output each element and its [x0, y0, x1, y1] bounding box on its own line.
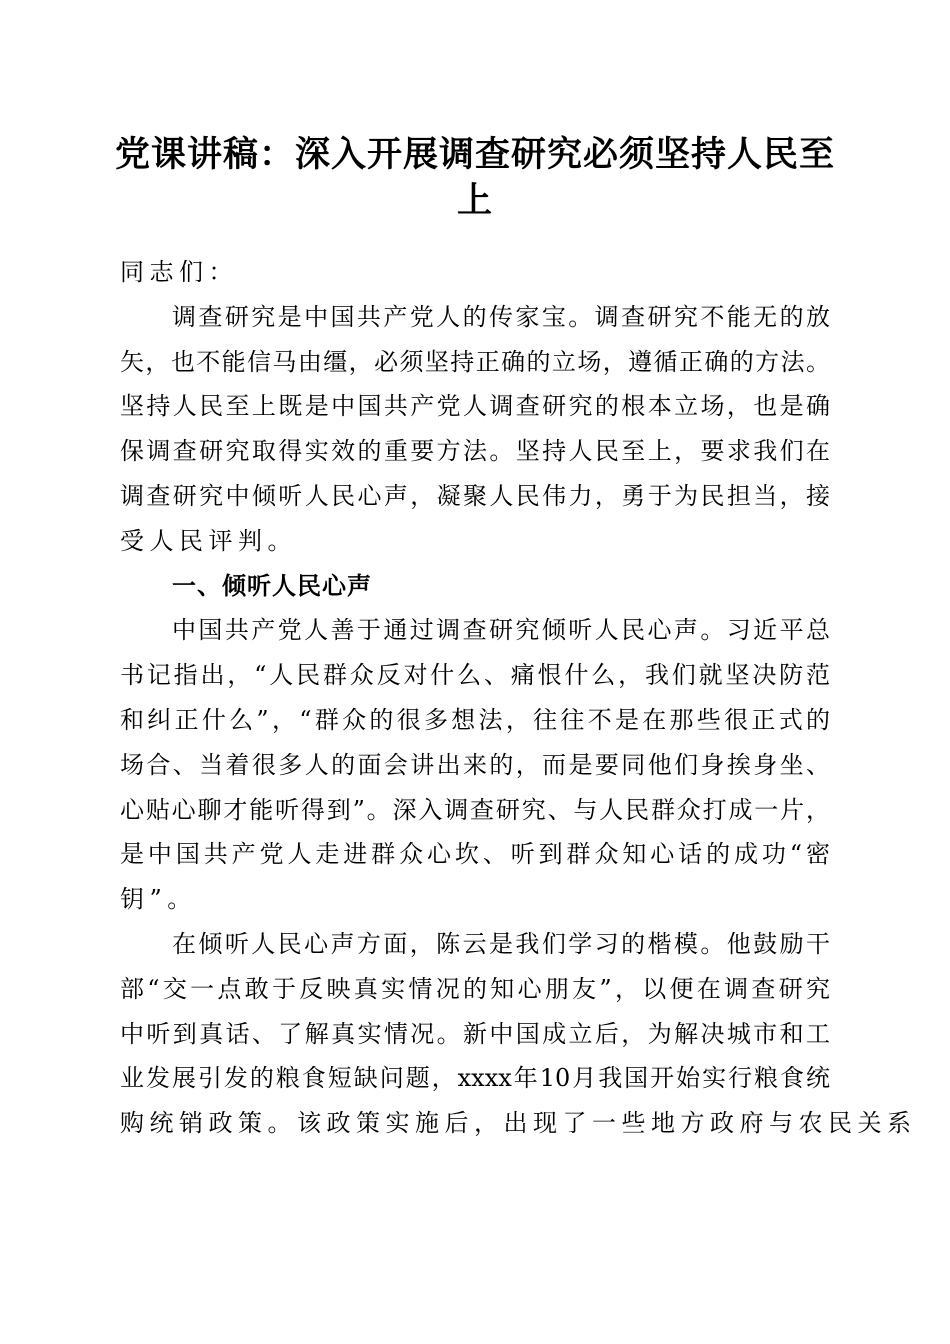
- salutation: 同志们：: [120, 258, 238, 286]
- text-line: 一、倾听人民心声: [172, 571, 372, 600]
- section-heading: [120, 564, 830, 609]
- paragraph: [120, 295, 830, 564]
- text-line: 中听到真话、了解真实情况。新中国成立后，为解决城市和工: [120, 1019, 830, 1048]
- text-line: 调查研究中倾听人民心声，凝聚人民伟力，勇于为民担当，接: [120, 481, 830, 510]
- text-line: 是中国共产党人走进群众心坎、听到群众知心话的成功“密: [120, 840, 830, 869]
- text-line: 受人民评判。: [120, 526, 297, 555]
- text-line: 心贴心聊才能听得到”。深入调查研究、与人民群众打成一片，: [120, 795, 830, 824]
- document-title: [110, 132, 840, 224]
- text-line: 场合、当着很多人的面会讲出来的，而是要同他们身挨身坐、: [120, 750, 830, 779]
- text-line: 矢，也不能信马由缰，必须坚持正确的立场，遵循正确的方法。: [120, 347, 830, 376]
- text-line: 购统销政策。该政策实施后，出现了一些地方政府与农民关系: [120, 1109, 917, 1138]
- document-body: [120, 250, 917, 1146]
- text-line: 中国共产党人善于通过调查研究倾听人民心声。习近平总: [172, 616, 830, 645]
- title-line: 党课讲稿：深入开展调查研究必须坚持人民至: [114, 135, 835, 175]
- text-line: 钥”。: [120, 885, 197, 914]
- text-line: 业发展引发的粮食短缺问题，xxxx年10月我国开始实行粮食统: [120, 1064, 830, 1093]
- text-line: 调查研究是中国共产党人的传家宝。调查研究不能无的放: [172, 302, 830, 331]
- text-line: 书记指出，“人民群众反对什么、痛恨什么，我们就坚决防范: [120, 661, 830, 690]
- text-line: 保调查研究取得实效的重要方法。坚持人民至上，要求我们在: [120, 437, 830, 466]
- text-line: 在倾听人民心声方面，陈云是我们学习的楷模。他鼓励干: [172, 929, 830, 958]
- paragraph: [120, 922, 917, 1146]
- paragraph: [120, 608, 830, 922]
- text-line: 和纠正什么”，“群众的很多想法，往往不是在那些很正式的: [120, 705, 830, 734]
- text-line: 部“交一点敢于反映真实情况的知心朋友”，以便在调查研究: [120, 974, 830, 1003]
- text-line: 坚持人民至上既是中国共产党人调查研究的根本立场，也是确: [120, 392, 830, 421]
- title-line: 上: [456, 181, 493, 221]
